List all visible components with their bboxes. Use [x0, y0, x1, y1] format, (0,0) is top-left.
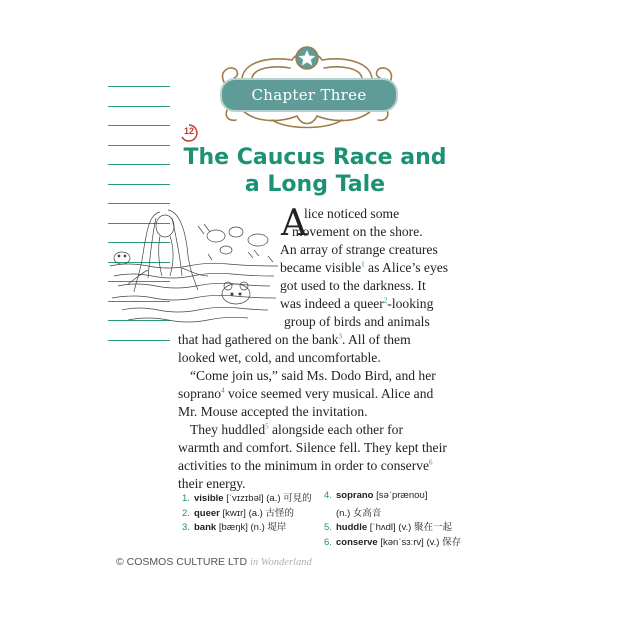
paragraph-1-column — [280, 224, 448, 332]
drop-cap: A — [281, 203, 307, 244]
text-line: looked wet, cold, and uncomfortable. — [178, 350, 381, 365]
alice-in-pool-illustration — [108, 206, 280, 332]
text-line: activities to the minimum in order to conserve$^6$ — [178, 458, 433, 473]
page-number: 12 — [183, 126, 194, 136]
vocab-item: (n.) 女高音 — [336, 507, 382, 519]
vocabulary-column-right — [324, 490, 461, 548]
series-title: in Wonderland — [249, 557, 312, 568]
vocabulary-column-left — [182, 490, 312, 534]
text-line: group of birds and animals — [284, 314, 430, 329]
page-footer — [116, 556, 312, 568]
text-line: warmth and comfort. Silence fell. They kept their — [178, 440, 447, 455]
text-line: became visible$^1$ as Alice’s eyes — [280, 260, 449, 275]
text-line: their energy. — [178, 476, 246, 491]
vocab-item: 3. bank [bæŋk] (n.) 堤岸 — [182, 522, 287, 533]
chapter-label: Chapter Three — [251, 86, 367, 104]
paragraph-1-wrapped — [304, 206, 399, 224]
chapter-title-line-2: a Long Tale — [244, 172, 386, 197]
vocab-item: 2. queer [kwɪr] (a.) 古怪的 — [182, 507, 294, 519]
text-line: lice noticed some — [304, 206, 400, 221]
text-line: soprano$^4$ voice seemed very musical. Alice and — [178, 386, 434, 401]
chapter-title — [170, 144, 460, 198]
text-line: got used to the darkness. It — [280, 278, 426, 293]
text-line: Mr. Mouse accepted the invitation. — [178, 404, 368, 419]
chapter-banner — [212, 38, 402, 138]
page-number-badge — [180, 124, 198, 142]
text-line: They huddled$^5$ alongside each other for — [190, 422, 403, 437]
text-line: movement on the shore. — [292, 224, 423, 239]
vocab-item: 4. soprano [səˈprænoʊ] — [324, 490, 428, 501]
body-text — [178, 332, 447, 494]
chapter-title-line-1: The Caucus Race and — [183, 145, 447, 170]
text-line: An array of strange creatures — [280, 242, 438, 257]
text-line: was indeed a queer$^2$-looking — [280, 296, 434, 311]
text-line: “Come join us,” said Ms. Dodo Bird, and her — [190, 368, 436, 383]
vocab-item: 5. huddle [ˈhʌdl] (v.) 聚在一起 — [324, 522, 452, 533]
vocab-item: 1. visible [ˈvɪzɪbəl] (a.) 可見的 — [182, 493, 312, 504]
text-line: that had gathered on the bank$^3$. All of them — [178, 332, 411, 347]
copyright-text: © COSMOS CULTURE LTD — [116, 556, 248, 568]
vocab-item: 6. conserve [kənˈsɜːrv] (v.) 保存 — [324, 536, 462, 548]
chapter-label-box — [220, 78, 398, 112]
